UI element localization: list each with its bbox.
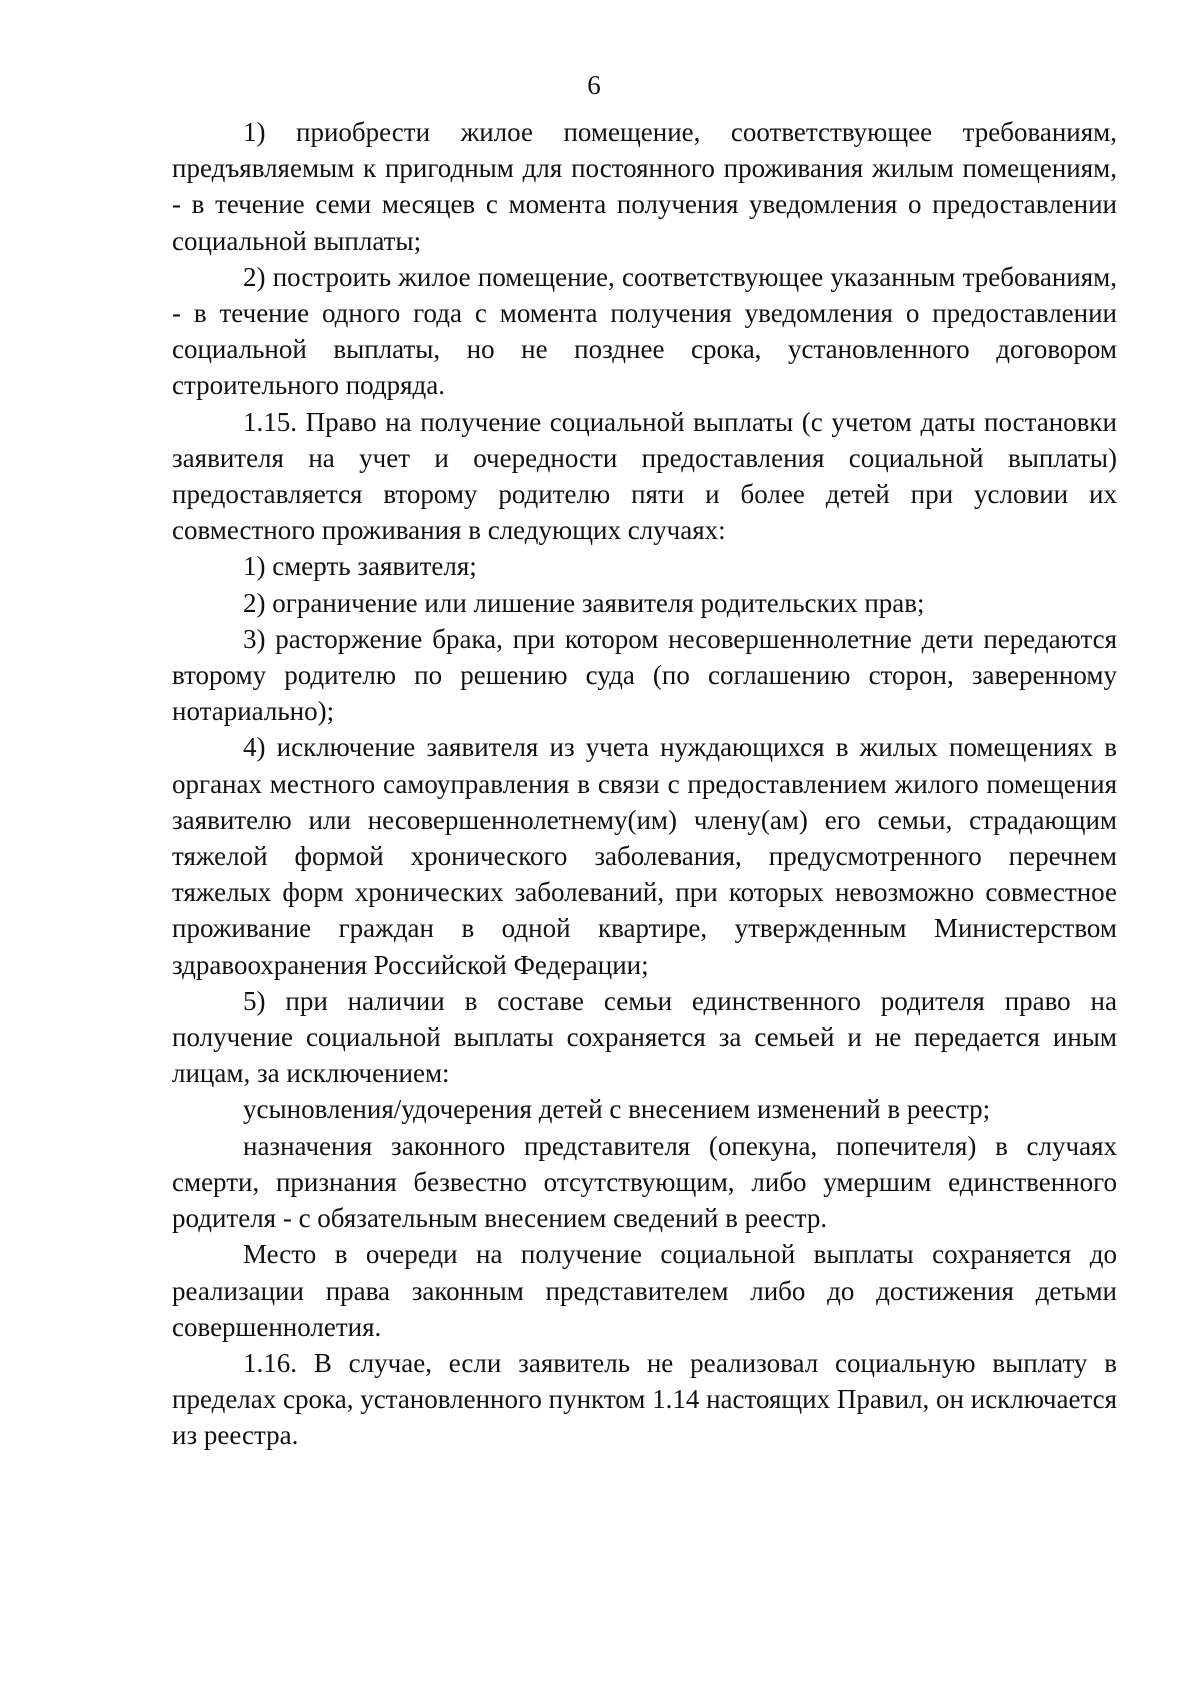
paragraph: 4) исключение заявителя из учета нуждающихся в жилых помещениях в органах местного самоуправления в связи с предоставлением жилого помещения заявителю или несовершеннолетнему(им) члену(ам) его семьи, страдающим тяжелой формой хронического заболевания, предусмотренного перечнем тяжелых форм хронических заболеваний, при которых невозможно совместное проживание граждан в одной квартире, утвержденным Министерством здравоохранения Российской Федерации;: [172, 732, 1117, 980]
paragraph: 2) построить жилое помещение, соответствующее указанным требованиям, - в течение одного года с момента получения уведомления о предоставлении социальной выплаты, но не позднее срока, установленного договором строительного подряда.: [172, 261, 1117, 401]
paragraph: 1) смерть заявителя;: [243, 551, 477, 582]
paragraph: 3) расторжение брака, при котором несовершеннолетние дети передаются второму родителю по решению суда (по соглашению сторон, заверенному нотариально);: [172, 623, 1117, 727]
paragraph: усыновления/удочерения детей с внесением изменений в реестр;: [243, 1094, 991, 1125]
paragraph: назначения законного представителя (опекуна, попечителя) в случаях смерти, признания безвестно отсутствующим, либо умершим единственного родителя - с обязательным внесением сведений в реестр.: [172, 1130, 1117, 1234]
paragraph: 1.16. В случае, если заявитель не реализовал социальную выплату в пределах срока, установленного пунктом 1.14 настоящих Правил, он исключается из реестра.: [172, 1347, 1117, 1451]
paragraph: 1) приобрести жилое помещение, соответствующее требованиям, предъявляемым к пригодным для постоянного проживания жилым помещениям, - в течение семи месяцев с момента получения уведомления о предоставлении социальной выплаты;: [172, 117, 1117, 256]
page-number: 6: [587, 70, 601, 100]
paragraph: Место в очереди на получение социальной выплаты сохраняется до реализации права законным представителем либо до достижения детьми совершеннолетия.: [172, 1239, 1117, 1342]
paragraph: 5) при наличии в составе семьи единственного родителя право на получение социальной выплаты сохраняется за семьей и не передается иным лицам, за исключением:: [172, 985, 1117, 1089]
paragraph: 1.15. Право на получение социальной выплаты (с учетом даты постановки заявителя на учет и очередности предоставления социальной выплаты) предоставляется второму родителю пяти и более детей при условии их совместного проживания в следующих случаях:: [172, 406, 1117, 546]
paragraph: 2) ограничение или лишение заявителя родительских прав;: [243, 587, 925, 618]
document-body: [172, 114, 1117, 1454]
